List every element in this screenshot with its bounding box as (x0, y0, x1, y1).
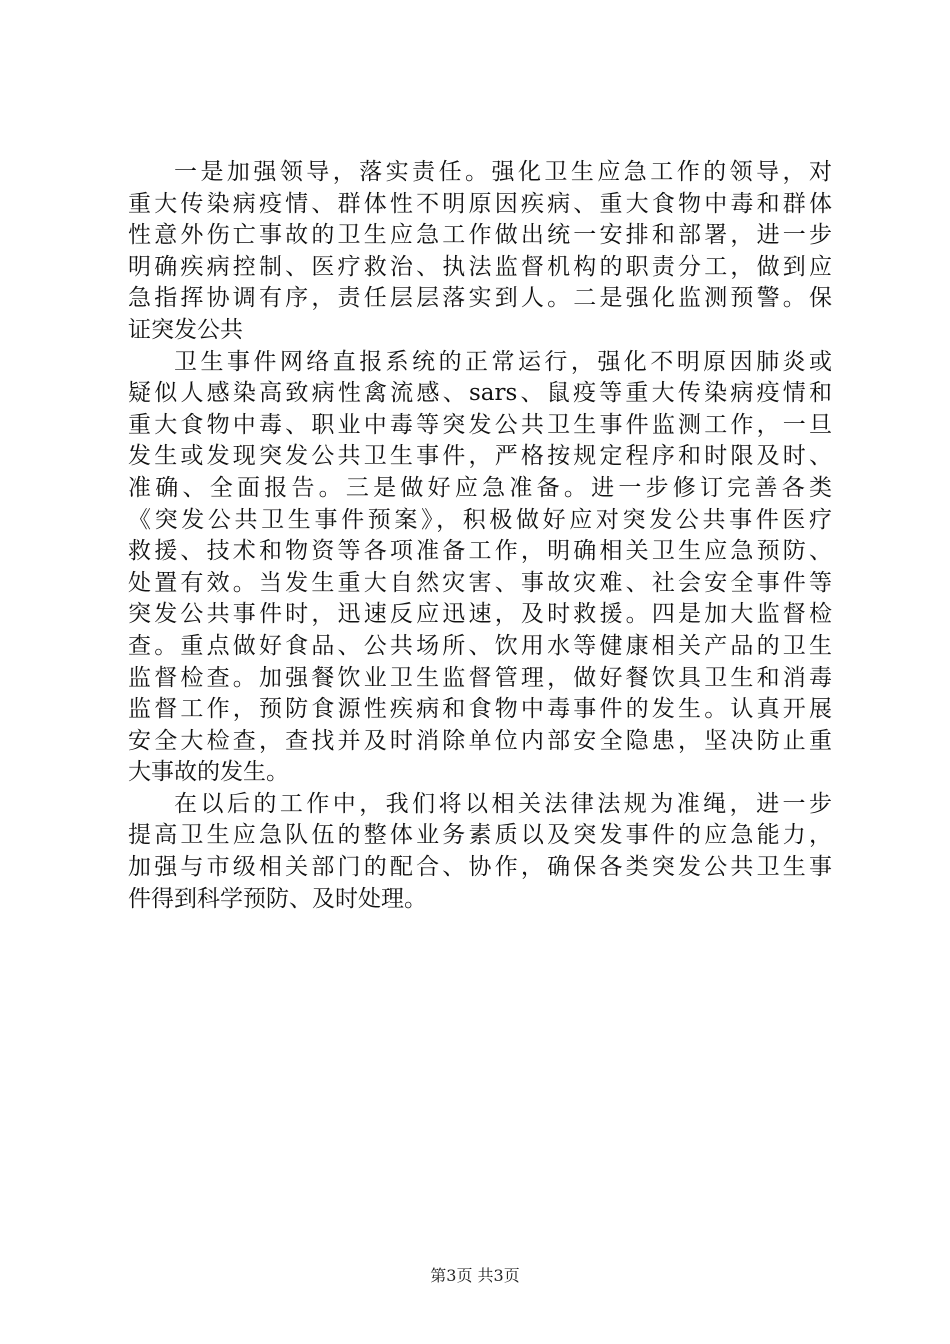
paragraph-3 (128, 789, 832, 915)
text-line: 重大食物中毒、职业中毒等突发公共卫生事件监测工作，一旦 (128, 411, 832, 438)
text-line: 急指挥协调有序，责任层层落实到人。二是强化监测预警。保 (128, 285, 832, 312)
text-line: 救援、技术和物资等各项准备工作，明确相关卫生应急预防、 (128, 538, 832, 565)
text-line: 处置有效。当发生重大自然灾害、事故灾难、社会安全事件等 (128, 569, 832, 596)
paragraph-1 (128, 157, 832, 347)
text-line: 大事故的发生。 (128, 759, 289, 786)
text-line: 疑似人感染高致病性禽流感、sars、鼠疫等重大传染病疫情和 (128, 380, 832, 407)
text-line: 提高卫生应急队伍的整体业务素质以及突发事件的应急能力， (128, 822, 832, 849)
text-line: 在以后的工作中，我们将以相关法律法规为准绳，进一步 (174, 790, 832, 817)
text-line: 性意外伤亡事故的卫生应急工作做出统一安排和部署，进一步 (128, 222, 832, 249)
text-line: 《突发公共卫生事件预案》，积极做好应对突发公共事件医疗 (128, 506, 832, 533)
text-line: 重大传染病疫情、群体性不明原因疾病、重大食物中毒和群体 (128, 190, 832, 217)
text-line: 件得到科学预防、及时处理。 (128, 885, 427, 912)
text-line: 准确、全面报告。三是做好应急准备。进一步修订完善各类 (128, 474, 832, 501)
text-line: 监督工作，预防食源性疾病和食物中毒事件的发生。认真开展 (128, 696, 832, 723)
page-footer (0, 1266, 950, 1286)
text-line: 查。重点做好食品、公共场所、饮用水等健康相关产品的卫生 (128, 632, 832, 659)
text-line: 明确疾病控制、医疗救治、执法监督机构的职责分工，做到应 (128, 253, 832, 280)
text-line: 加强与市级相关部门的配合、协作，确保各类突发公共卫生事 (128, 854, 832, 881)
text-line: 监督检查。加强餐饮业卫生监督管理，做好餐饮具卫生和消毒 (128, 664, 832, 691)
text-line: 发生或发现突发公共卫生事件，严格按规定程序和时限及时、 (128, 443, 832, 470)
text-line: 突发公共事件时，迅速反应迅速，及时救援。四是加大监督检 (128, 601, 832, 628)
text-line: 卫生事件网络直报系统的正常运行，强化不明原因肺炎或 (174, 348, 832, 375)
page-number-label: 第3页 共3页 (430, 1266, 520, 1285)
document-body (128, 157, 832, 915)
text-line: 安全大检查，查找并及时消除单位内部安全隐患，坚决防止重 (128, 727, 832, 754)
text-line: 一是加强领导，落实责任。强化卫生应急工作的领导，对 (174, 159, 832, 185)
text-line: 证突发公共 (128, 316, 243, 343)
paragraph-2 (128, 347, 832, 789)
